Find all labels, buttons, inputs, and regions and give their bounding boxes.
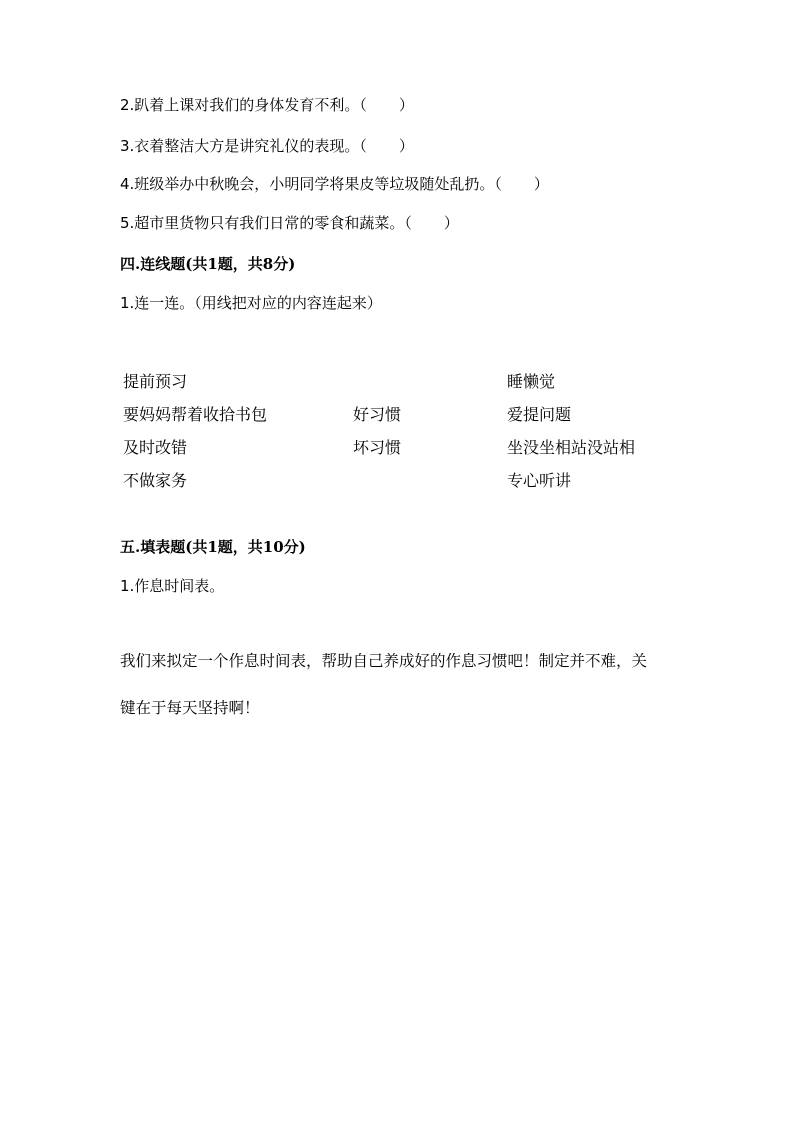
- judgement-item-text: 5.超市里货物只有我们日常的零食和蔬菜。: [120, 214, 405, 232]
- match-right-item[interactable]: 爱提问题: [507, 405, 572, 424]
- section-5-title: 五.填表题(共1题，共10分): [120, 538, 306, 556]
- judgement-item-4: [120, 174, 549, 194]
- match-middle-item[interactable]: 坏习惯: [353, 438, 402, 457]
- match-right-item[interactable]: 坐没坐相站没站相: [507, 438, 636, 457]
- match-middle-item[interactable]: 好习惯: [353, 405, 402, 424]
- match-left-item[interactable]: 及时改错: [123, 438, 188, 457]
- answer-blank-open: （: [494, 175, 502, 193]
- answer-blank-close: ）: [398, 137, 414, 155]
- judgement-item-5: [120, 213, 459, 233]
- answer-blank-close: ）: [533, 175, 549, 193]
- match-right-item[interactable]: 睡懒觉: [507, 372, 556, 391]
- answer-blank-close: ）: [443, 214, 459, 232]
- section-4-question: 1.连一连。（用线把对应的内容连起来）: [120, 294, 382, 312]
- section-5-paragraph-line-1: 我们来拟定一个作息时间表，帮助自己养成好的作息习惯吧！制定并不难，关: [120, 652, 648, 670]
- answer-blank-open: （: [404, 214, 412, 232]
- judgement-item-text: 2.趴着上课对我们的身体发育不利。: [120, 96, 360, 114]
- match-left-item[interactable]: 要妈妈帮着收拾书包: [123, 405, 268, 424]
- answer-blank-close: ）: [398, 96, 414, 114]
- answer-blank-open: （: [359, 96, 367, 114]
- match-left-item[interactable]: 不做家务: [123, 471, 188, 490]
- judgement-item-2: [120, 95, 414, 115]
- match-left-item[interactable]: 提前预习: [123, 372, 188, 391]
- section-5-paragraph-line-2: 键在于每天坚持啊！: [120, 699, 260, 717]
- section-4-title: 四.连线题(共1题，共8分): [120, 255, 296, 273]
- answer-blank-open: （: [359, 137, 367, 155]
- judgement-item-text: 4.班级举办中秋晚会，小明同学将果皮等垃圾随处乱扔。: [120, 175, 495, 193]
- judgement-item-3: [120, 136, 414, 156]
- section-5-question: 1.作息时间表。: [120, 577, 225, 595]
- judgement-item-text: 3.衣着整洁大方是讲究礼仪的表现。: [120, 137, 360, 155]
- match-right-item[interactable]: 专心听讲: [507, 471, 572, 490]
